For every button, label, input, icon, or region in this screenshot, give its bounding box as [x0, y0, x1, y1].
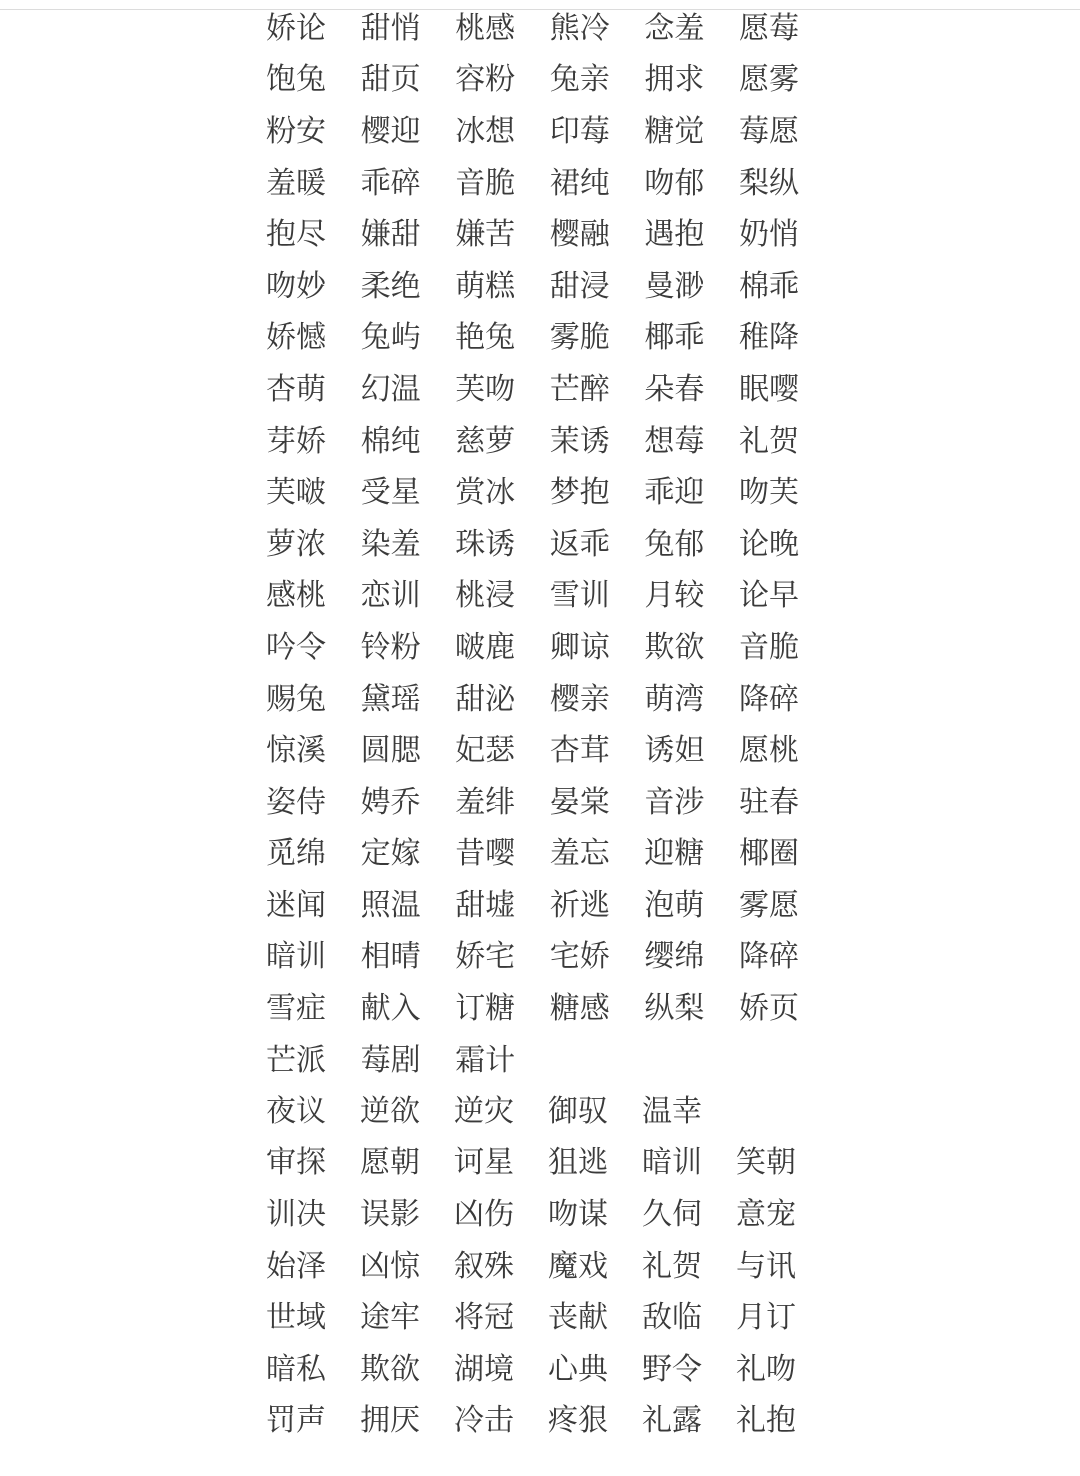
word-item: 粉安: [266, 113, 326, 149]
word-item: 音脆: [455, 165, 516, 201]
word-item: 丧献: [548, 1300, 608, 1336]
word-item: 梨纵: [738, 165, 799, 201]
word-item: 糖感: [549, 991, 610, 1027]
word-item: 凶伤: [454, 1196, 514, 1232]
word-item: 缨绵: [644, 939, 705, 975]
word-row: [266, 313, 834, 365]
word-item: 意宠: [736, 1196, 796, 1232]
word-row: [266, 932, 834, 984]
word-item: 裙纯: [549, 165, 610, 201]
word-item: 桃感: [455, 10, 516, 46]
word-item: 魔戏: [548, 1248, 608, 1284]
word-item: 降碎: [738, 681, 799, 717]
word-item: 兔郁: [644, 526, 705, 562]
word-item: 姿侍: [266, 784, 326, 820]
word-item: 逆欲: [360, 1093, 420, 1129]
word-item: 卿谅: [549, 629, 610, 665]
word-row: [266, 1035, 834, 1087]
word-item: 柔绝: [360, 268, 421, 304]
word-item: 凶惊: [360, 1248, 420, 1284]
word-item: 始泽: [266, 1248, 326, 1284]
word-row: [266, 829, 834, 881]
word-item: 途牢: [360, 1300, 420, 1336]
word-item: 吟令: [266, 629, 326, 665]
word-row: [266, 3, 834, 55]
word-row: [266, 158, 834, 210]
word-item: 迷闻: [266, 887, 326, 923]
word-row: [266, 416, 834, 468]
word-item: 雪训: [549, 578, 610, 614]
word-item: 定嫁: [360, 836, 421, 872]
word-item: 甜泌: [455, 681, 516, 717]
word-item: 赏冰: [455, 475, 516, 511]
word-item: 染羞: [360, 526, 421, 562]
word-item: 祈逃: [549, 887, 610, 923]
word-item: 感桃: [266, 578, 326, 614]
word-item: 受星: [360, 475, 421, 511]
word-item: 莓剧: [360, 1042, 421, 1078]
word-item: 心典: [548, 1351, 608, 1387]
word-row: [266, 880, 834, 932]
word-item: 奶悄: [738, 217, 799, 253]
word-item: 娇页: [738, 991, 799, 1027]
word-item: 泡萌: [644, 887, 705, 923]
word-item: 想莓: [644, 423, 705, 459]
word-item: 兔亲: [549, 62, 610, 98]
word-item: 椰乖: [644, 320, 705, 356]
word-item: 敌临: [642, 1300, 702, 1336]
word-row: [266, 519, 834, 571]
word-row: [266, 674, 834, 726]
word-item: 熊冷: [549, 10, 610, 46]
word-item: 审探: [266, 1145, 326, 1181]
word-item: 芙啵: [266, 475, 326, 511]
word-item: 萝浓: [266, 526, 326, 562]
word-item: 温幸: [642, 1093, 702, 1129]
word-row: [266, 261, 834, 313]
word-item: 朵春: [644, 371, 705, 407]
word-item: 乖碎: [360, 165, 421, 201]
word-item: 杏茸: [549, 733, 610, 769]
word-item: 抱尽: [266, 217, 326, 253]
word-item: 论早: [738, 578, 799, 614]
word-item: 音脆: [738, 629, 799, 665]
word-item: 疼狠: [548, 1403, 608, 1439]
word-list-block-2: [266, 1086, 830, 1447]
word-item: 珠诱: [455, 526, 516, 562]
word-row: [266, 106, 834, 158]
word-item: 逆灾: [454, 1093, 514, 1129]
word-item: 甜墟: [455, 887, 516, 923]
word-item: 误影: [360, 1196, 420, 1232]
word-item: 杏萌: [266, 371, 326, 407]
word-item: 啵鹿: [455, 629, 516, 665]
word-item: 羞忘: [549, 836, 610, 872]
word-item: 慈萝: [455, 423, 516, 459]
word-item: 狙逃: [548, 1145, 608, 1181]
word-row: [266, 622, 834, 674]
word-item: 冰想: [455, 113, 516, 149]
word-item: 礼抱: [736, 1403, 796, 1439]
word-item: 降碎: [738, 939, 799, 975]
word-item: 遇抱: [644, 217, 705, 253]
word-item: 叙殊: [454, 1248, 514, 1284]
word-item: 羞绯: [455, 784, 516, 820]
word-item: 欺欲: [360, 1351, 420, 1387]
word-item: 惊溪: [266, 733, 326, 769]
word-item: 昔嘤: [455, 836, 516, 872]
word-item: 湖境: [454, 1351, 514, 1387]
word-item: 礼吻: [736, 1351, 796, 1387]
word-item: 拥厌: [360, 1403, 420, 1439]
word-item: 圆腮: [360, 733, 421, 769]
word-item: 返乖: [549, 526, 610, 562]
word-item: 宅娇: [549, 939, 610, 975]
word-item: 觅绵: [266, 836, 326, 872]
word-item: 礼露: [642, 1403, 702, 1439]
word-row: [266, 209, 834, 261]
word-item: 羞暖: [266, 165, 326, 201]
word-item: 莓愿: [738, 113, 799, 149]
word-item: 恋训: [360, 578, 421, 614]
word-row: [266, 1086, 830, 1138]
word-row: [266, 1292, 830, 1344]
word-item: 驻春: [738, 784, 799, 820]
word-item: 娉乔: [360, 784, 421, 820]
word-item: 与讯: [736, 1248, 796, 1284]
word-item: 娇憾: [266, 320, 326, 356]
word-item: 礼贺: [738, 423, 799, 459]
word-row: [266, 571, 834, 623]
word-row: [266, 1138, 830, 1190]
word-row: [266, 467, 834, 519]
word-item: 愿莓: [738, 10, 799, 46]
word-item: 野令: [642, 1351, 702, 1387]
word-item: 晏棠: [549, 784, 610, 820]
word-row: [266, 777, 834, 829]
word-item: 世域: [266, 1300, 326, 1336]
word-item: 夜议: [266, 1093, 326, 1129]
word-item: 芙吻: [455, 371, 516, 407]
word-item: 训决: [266, 1196, 326, 1232]
word-item: 梦抱: [549, 475, 610, 511]
word-item: 拥求: [644, 62, 705, 98]
word-item: 樱亲: [549, 681, 610, 717]
word-item: 献入: [360, 991, 421, 1027]
word-item: 嫌甜: [360, 217, 421, 253]
word-item: 礼贺: [642, 1248, 702, 1284]
word-item: 稚降: [738, 320, 799, 356]
word-item: 久伺: [642, 1196, 702, 1232]
word-item: 糖觉: [644, 113, 705, 149]
word-row: [266, 1344, 830, 1396]
word-item: 艳兔: [455, 320, 516, 356]
word-item: 论晚: [738, 526, 799, 562]
word-item: 吻谋: [548, 1196, 608, 1232]
word-item: 萌湾: [644, 681, 705, 717]
word-item: 愿桃: [738, 733, 799, 769]
word-item: 萌糕: [455, 268, 516, 304]
word-item: 暗私: [266, 1351, 326, 1387]
word-item: 相晴: [360, 939, 421, 975]
word-item: 暗训: [642, 1145, 702, 1181]
word-item: 妃瑟: [455, 733, 516, 769]
word-row: [266, 983, 834, 1035]
word-item: 桃浸: [455, 578, 516, 614]
word-item: 铃粉: [360, 629, 421, 665]
word-item: 霜计: [455, 1042, 516, 1078]
word-row: [266, 1189, 830, 1241]
word-item: 音涉: [644, 784, 705, 820]
word-item: 椰圈: [738, 836, 799, 872]
word-item: 容粉: [455, 62, 516, 98]
word-item: 将冠: [454, 1300, 514, 1336]
word-item: 念羞: [644, 10, 705, 46]
word-item: 罚声: [266, 1403, 326, 1439]
word-item: 愿朝: [360, 1145, 420, 1181]
word-item: 纵梨: [644, 991, 705, 1027]
word-item: 印莓: [549, 113, 610, 149]
word-item: 饱兔: [266, 62, 326, 98]
word-row: [266, 1396, 830, 1448]
word-item: 樱迎: [360, 113, 421, 149]
word-item: 曼渺: [644, 268, 705, 304]
word-item: 笑朝: [736, 1145, 796, 1181]
word-item: 樱融: [549, 217, 610, 253]
word-item: 迎糖: [644, 836, 705, 872]
word-item: 御驭: [548, 1093, 608, 1129]
word-item: 诱妲: [644, 733, 705, 769]
word-item: 眠嘤: [738, 371, 799, 407]
word-item: 嫌苦: [455, 217, 516, 253]
word-item: 照温: [360, 887, 421, 923]
word-item: 月较: [644, 578, 705, 614]
word-item: 娇论: [266, 10, 326, 46]
word-row: [266, 725, 834, 777]
word-item: 月订: [736, 1300, 796, 1336]
word-item: 黛瑶: [360, 681, 421, 717]
word-item: 茉诱: [549, 423, 610, 459]
word-item: 雪症: [266, 991, 326, 1027]
word-item: 暗训: [266, 939, 326, 975]
word-item: 甜悄: [360, 10, 421, 46]
word-item: 棉乖: [738, 268, 799, 304]
word-item: 订糖: [455, 991, 516, 1027]
word-row: [266, 364, 834, 416]
word-item: 芽娇: [266, 423, 326, 459]
word-item: 冷击: [454, 1403, 514, 1439]
word-item: 吻芙: [738, 475, 799, 511]
word-row: [266, 55, 834, 107]
word-list-block-1: [266, 3, 834, 1086]
word-item: 乖迎: [644, 475, 705, 511]
word-item: 芒醉: [549, 371, 610, 407]
word-item: 雾脆: [549, 320, 610, 356]
word-item: 欺欲: [644, 629, 705, 665]
word-item: 吻妙: [266, 268, 326, 304]
word-item: 棉纯: [360, 423, 421, 459]
word-item: 愿雾: [738, 62, 799, 98]
word-item: 诃星: [454, 1145, 514, 1181]
word-row: [266, 1241, 830, 1293]
word-item: 雾愿: [738, 887, 799, 923]
word-item: 赐兔: [266, 681, 326, 717]
word-item: 吻郁: [644, 165, 705, 201]
word-item: 兔屿: [360, 320, 421, 356]
word-item: 甜浸: [549, 268, 610, 304]
word-item: 娇宅: [455, 939, 516, 975]
word-item: 芒派: [266, 1042, 326, 1078]
word-item: 甜页: [360, 62, 421, 98]
word-item: 幻温: [360, 371, 421, 407]
